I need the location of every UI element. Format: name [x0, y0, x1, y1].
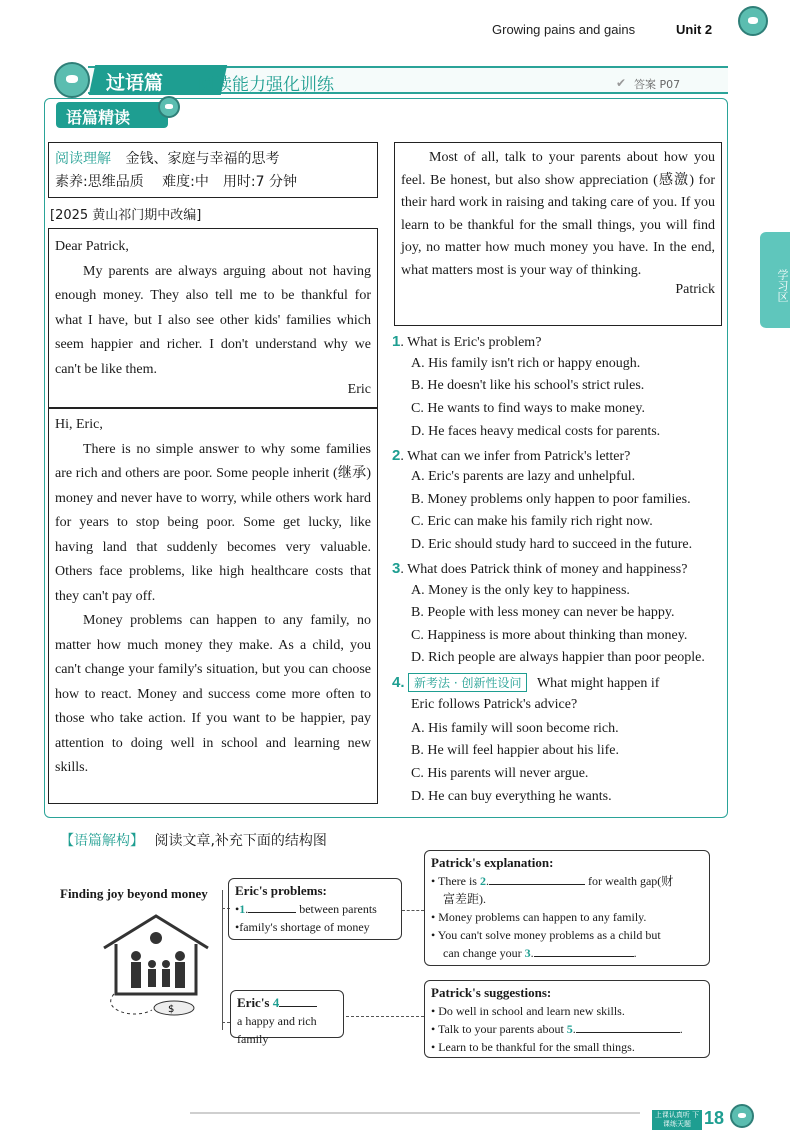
letter-patrick-part1 [48, 408, 378, 804]
question-2: 2. What can we infer from Patrick's letter? [392, 447, 631, 464]
question-1: 1. What is Eric's problem? [392, 333, 542, 350]
option[interactable]: D. He faces heavy medical costs for parents. [411, 424, 661, 439]
option[interactable]: A. Money is the only key to happiness. [411, 583, 630, 598]
answer-reference: 答案 P07 [634, 78, 681, 91]
svg-text:$: $ [168, 1004, 175, 1015]
patrick-explanation-box: Patrick's explanation: • There is 2. for wealth gap(财 富差距). • Money problems can happen to any family. • You can't solve money problems as a child but can change your 3. . [424, 850, 710, 966]
info-meta: 素养:思维品质 难度:中 用时:7 分钟 [55, 174, 297, 190]
footer-divider [190, 1112, 640, 1114]
option[interactable]: B. People with less money can never be happy. [411, 605, 675, 620]
letter-signature: Patrick [675, 282, 715, 297]
option[interactable]: B. Money problems only happen to poor families. [411, 492, 691, 507]
running-header-topic: Growing pains and gains [492, 22, 636, 37]
check-icon: ✔ [616, 76, 627, 90]
option[interactable]: A. His family isn't rich or happy enough. [411, 356, 641, 371]
new-format-tag: 新考法 · 创新性设问 [408, 673, 527, 692]
letter-body: My parents are always arguing about not having enough money. They also tell me to be thankful for what I have, but I also see other kids' families which seem happier and richer. I don't understand why we can't be like them. [55, 263, 371, 377]
letter-patrick-part2 [394, 142, 722, 326]
option[interactable]: B. He doesn't like his school's strict rules. [411, 378, 645, 393]
section-banner [48, 64, 728, 96]
letter-eric [48, 228, 378, 408]
option[interactable]: A. His family will soon become rich. [411, 721, 619, 736]
footer-slogan: 上课认真听 下课练天题 [652, 1110, 702, 1130]
question-3: 3. What does Patrick think of money and happiness? [392, 560, 688, 577]
page-number: 18 [704, 1108, 725, 1128]
banner-title: 过语篇 [106, 72, 164, 94]
letter-greeting: Dear Patrick, [55, 239, 129, 254]
letter-paragraph: Most of all, talk to your parents about how you feel. Be honest, but also show appreciation (感激) for their hard work in raising and taking care of you. If you learn to be thankful for the small things, you will find joy, no matter how much money you have. In the end, what matters most is your way of thinking. [401, 150, 715, 278]
mascot-icon [54, 62, 90, 98]
study-area-tab: 学习区 [760, 232, 790, 328]
mascot-icon [730, 1104, 754, 1128]
family-house-icon [94, 910, 214, 1020]
letter-paragraph: Money problems can happen to any family, no matter how much money they make. As a child, you can't change your family's situation, but you can choose how to react. Money and success come more often to those who take action. If you want to be happier, pay attention to doing well in school and learning new skills. [55, 613, 371, 775]
letter-greeting: Hi, Eric, [55, 417, 103, 432]
patrick-suggestions-box: Patrick's suggestions: • Do well in school and learn new skills. • Talk to your parents about 5. . • Learn to be thankful for the small things. [424, 980, 710, 1058]
letter-paragraph: There is no simple answer to why some families are rich and others are poor. Some people inherit (继承) money and never have to worry, while others work hard for years to stop being poor. Some get lucky, like having land that suddenly becomes very valuable. Others face problems, like high healthcare costs that they can't pay off. [55, 441, 371, 604]
eric-problems-box: Eric's problems: •1. between parents •family's shortage of money [228, 878, 402, 940]
mascot-icon [158, 96, 180, 118]
structure-root: Finding joy beyond money [60, 886, 208, 901]
option[interactable]: D. Eric should study hard to succeed in the future. [411, 537, 693, 552]
option[interactable]: D. He can buy everything he wants. [411, 789, 612, 804]
question-4: 4. 新考法 · 创新性设问 What might happen if [392, 674, 660, 691]
letter-signature: Eric [347, 382, 371, 397]
banner-subtitle: 阅读能力强化训练 [198, 75, 334, 95]
option[interactable]: C. Happiness is more about thinking than money. [411, 628, 688, 643]
source-note: [2025 黄山祁门期中改编] [50, 208, 202, 223]
option[interactable]: C. He wants to find ways to make money. [411, 401, 645, 416]
mascot-icon [738, 6, 768, 36]
option[interactable]: C. His parents will never argue. [411, 766, 589, 781]
running-header-unit: Unit 2 [676, 22, 713, 37]
eric-wish-box: Eric's 4 a happy and rich family [230, 990, 344, 1038]
option[interactable]: B. He will feel happier about his life. [411, 743, 619, 758]
info-box [48, 142, 378, 198]
option[interactable]: A. Eric's parents are lazy and unhelpful. [411, 469, 636, 484]
question-4-cont: Eric follows Patrick's advice? [411, 697, 578, 712]
info-topic: 金钱、家庭与幸福的思考 [125, 151, 280, 167]
structure-heading: 【语篇解构】 阅读文章,补充下面的结构图 [60, 833, 327, 849]
info-label: 阅读理解 [55, 151, 111, 167]
option[interactable]: D. Rich people are always happier than poor people. [411, 650, 705, 665]
option[interactable]: C. Eric can make his family rich right now. [411, 514, 653, 529]
section-tag: 语篇精读 [56, 102, 168, 128]
